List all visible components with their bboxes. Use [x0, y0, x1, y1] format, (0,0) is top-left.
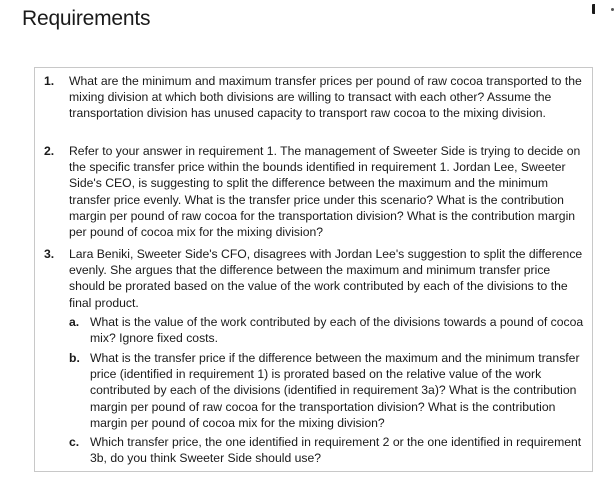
requirement-number: 3.	[44, 247, 55, 261]
sub-requirement-text: What is the value of the work contributed by each of the divisions towards a pound of cocoa mix? Ignore fixed costs.	[90, 315, 584, 346]
sub-requirement-text: Which transfer price, the one identified in requirement 2 or the one identified in requirement 3b, do you think Sweeter Side should use?	[90, 435, 582, 466]
page-title: Requirements	[22, 7, 151, 30]
requirement-item	[44, 143, 586, 240]
requirement-item	[44, 246, 586, 311]
requirement-number: 2.	[44, 144, 55, 158]
sub-requirement-letter: b.	[69, 351, 80, 365]
sub-requirement-item	[69, 350, 586, 431]
sub-requirement-letter: a.	[69, 315, 80, 329]
requirement-number: 1.	[44, 74, 55, 88]
requirement-text: What are the minimum and maximum transfer prices per pound of raw cocoa transported to the mixing division at which both divisions are willing to transact with each other? Assume the transportation division has unused capacity to transport raw cocoa to the mixing division.	[69, 74, 582, 121]
sub-requirement-letter: c.	[69, 435, 80, 449]
requirement-item	[44, 73, 586, 122]
requirement-text: Lara Beniki, Sweeter Side's CFO, disagrees with Jordan Lee's suggestion to split the difference evenly. She argues that the difference between the maximum and minimum transfer price should be prorated based on the value of the work contributed by each of the divisions to the final product.	[69, 247, 583, 310]
minimize-icon[interactable]	[592, 4, 602, 14]
requirement-text: Refer to your answer in requirement 1. The management of Sweeter Side is trying to decide on the specific transfer price within the bounds identified in requirement 1. Jordan Lee, Sweeter Side's CEO, is suggesting to split the difference between the maximum and the minimum transfer price evenly. What is the transfer price under this scenario? What is the contribution margin per pound of raw cocoa for the transportation division? What is the contribution margin per pound of cocoa mix for the mixing division?	[69, 144, 581, 240]
sub-requirement-item	[69, 434, 586, 466]
sub-requirement-item	[69, 314, 586, 346]
requirements-panel	[34, 67, 593, 472]
more-icon[interactable]	[611, 8, 614, 11]
sub-requirement-text: What is the transfer price if the difference between the maximum and the minimum transfer price (identified in requirement 1) is prorated based on the relative value of the work contributed by each of the divisions (identified in requirement 3a)? What is the contribution margin per pound of raw cocoa for the transportation division? What is the contribution margin per pound of cocoa mix for the mixing division?	[90, 351, 580, 430]
window-controls	[592, 4, 615, 14]
